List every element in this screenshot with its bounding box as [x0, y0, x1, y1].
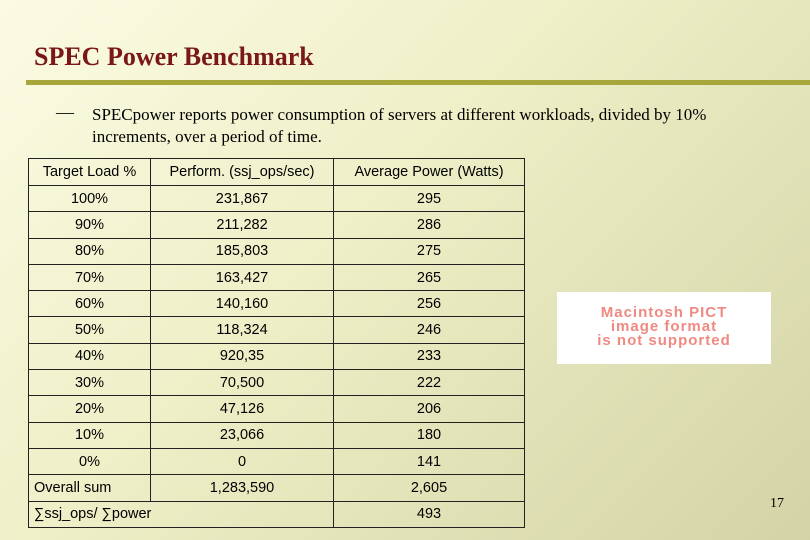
table-row	[29, 396, 525, 422]
cell-performance: 231,867	[151, 186, 334, 212]
efficiency-ratio-value: 493	[334, 501, 525, 527]
cell-performance: 47,126	[151, 396, 334, 422]
cell-target-load: 80%	[29, 238, 151, 264]
cell-target-load: 90%	[29, 212, 151, 238]
table-row	[29, 422, 525, 448]
cell-performance: 211,282	[151, 212, 334, 238]
table-row	[29, 264, 525, 290]
cell-performance: 163,427	[151, 264, 334, 290]
cell-average-power: 233	[334, 343, 525, 369]
overall-sum-label: Overall sum	[29, 475, 151, 501]
cell-average-power: 275	[334, 238, 525, 264]
bullet-marker: —	[56, 102, 74, 122]
table-row	[29, 238, 525, 264]
cell-performance: 140,160	[151, 291, 334, 317]
table-row	[29, 212, 525, 238]
cell-average-power: 286	[334, 212, 525, 238]
cell-average-power: 246	[334, 317, 525, 343]
overall-sum-power: 2,605	[334, 475, 525, 501]
cell-target-load: 50%	[29, 317, 151, 343]
cell-target-load: 40%	[29, 343, 151, 369]
overall-sum-row	[29, 475, 525, 501]
table-row	[29, 317, 525, 343]
table-row	[29, 343, 525, 369]
table-row	[29, 448, 525, 474]
slide-number: 17	[770, 496, 784, 511]
cell-average-power: 256	[334, 291, 525, 317]
cell-performance: 23,066	[151, 422, 334, 448]
cell-performance: 185,803	[151, 238, 334, 264]
efficiency-ratio-label: ∑ssj_ops/ ∑power	[29, 501, 334, 527]
cell-target-load: 10%	[29, 422, 151, 448]
efficiency-ratio-row	[29, 501, 525, 527]
cell-performance: 920,35	[151, 343, 334, 369]
cell-target-load: 30%	[29, 370, 151, 396]
placeholder-line: Macintosh PICT	[600, 304, 728, 321]
slide-title: SPEC Power Benchmark	[34, 42, 314, 71]
table-row	[29, 370, 525, 396]
cell-performance: 70,500	[151, 370, 334, 396]
cell-performance: 0	[151, 448, 334, 474]
cell-average-power: 265	[334, 264, 525, 290]
header-target-load: Target Load %	[29, 159, 151, 186]
cell-target-load: 20%	[29, 396, 151, 422]
cell-average-power: 206	[334, 396, 525, 422]
cell-target-load: 0%	[29, 448, 151, 474]
bullet-text: SPECpower reports power consumption of servers at different workloads, divided by 10% increments, over a period of time.	[92, 105, 707, 146]
title-underline	[26, 80, 810, 85]
cell-average-power: 141	[334, 448, 525, 474]
cell-average-power: 222	[334, 370, 525, 396]
placeholder-line: is not supported	[597, 332, 731, 349]
table-row	[29, 186, 525, 212]
cell-average-power: 295	[334, 186, 525, 212]
header-performance: Perform. (ssj_ops/sec)	[151, 159, 334, 186]
cell-average-power: 180	[334, 422, 525, 448]
cell-target-load: 70%	[29, 264, 151, 290]
overall-sum-performance: 1,283,590	[151, 475, 334, 501]
table-header-row	[29, 159, 525, 186]
power-benchmark-table	[28, 158, 525, 528]
table-row	[29, 291, 525, 317]
header-average-power: Average Power (Watts)	[334, 159, 525, 186]
cell-performance: 118,324	[151, 317, 334, 343]
cell-target-load: 60%	[29, 291, 151, 317]
unsupported-image-placeholder	[557, 292, 771, 364]
placeholder-line: image format	[610, 318, 718, 335]
cell-target-load: 100%	[29, 186, 151, 212]
